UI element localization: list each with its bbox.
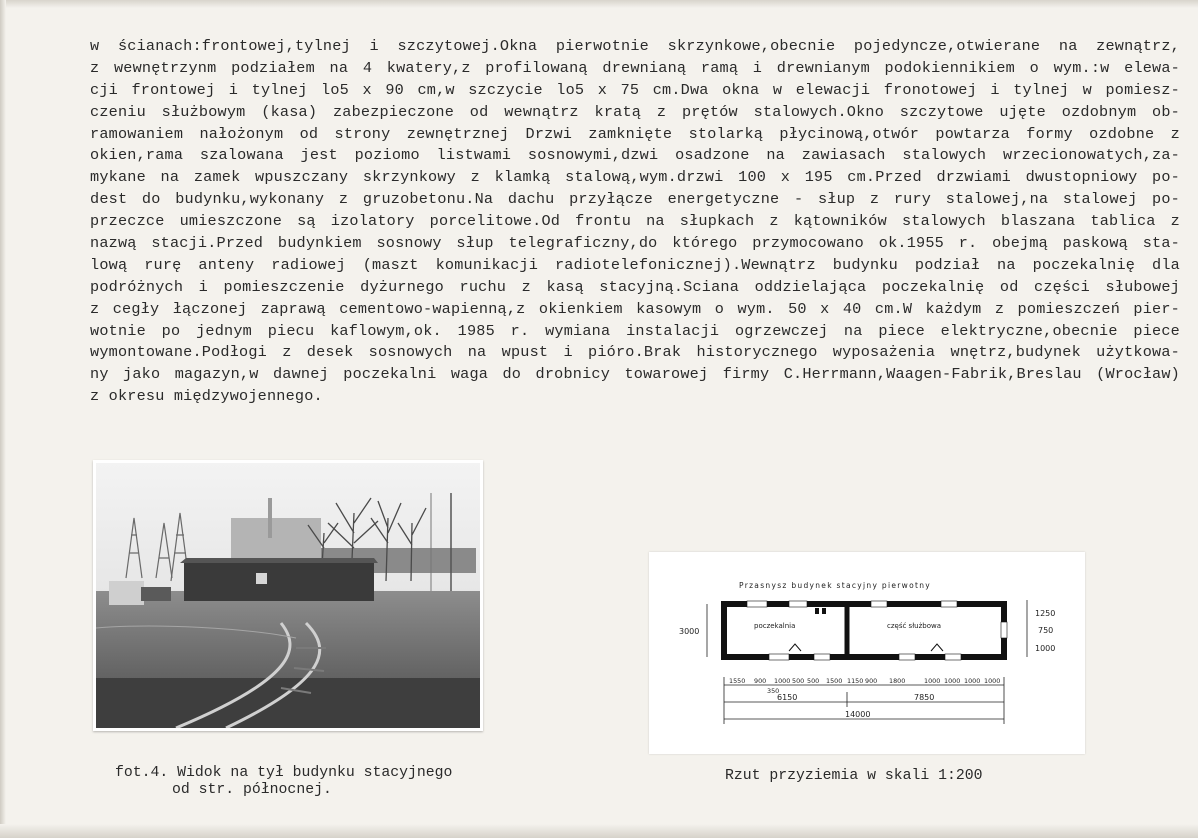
paper-edge-bottom: [0, 824, 1198, 838]
text-line: lową rurę anteny radiowej (maszt komunikacji radiotelefonicznej).Wewnątrz budynku podział na poczekalnię dla: [90, 255, 1180, 274]
dim-segment: 1150: [847, 677, 864, 685]
photo-caption-line: od str. północnej.: [172, 782, 332, 798]
text-line: w ścianach:frontowej,tylnej i szczytowej.Okna pierwotnie skrzynkowe,obecnie pojedyncze,otwierane na zewnątrz,: [90, 37, 1180, 55]
dim-total: 14000: [845, 710, 871, 719]
dim-segment: 1800: [889, 677, 906, 685]
dim-height: 3000: [679, 627, 700, 636]
body-text: [90, 36, 1180, 408]
room-label-waiting: poczekalnia: [754, 622, 796, 630]
plan-title: Przasnysz budynek stacyjny pierwotny: [739, 581, 932, 590]
text-line: dest do budynku,wykonany z gruzobetonu.Na dachu przyłącze energetyczne - słup z rury stalowej,na stalowej po-: [90, 190, 1180, 209]
text-line: ramowaniem nałożonym od strony zewnętrznej Drzwi zamknięte stolarką płycinową,otwór powtarza formy ozdobne z: [90, 124, 1180, 143]
dim-segment: 900: [754, 677, 767, 685]
dim-segment: 1000: [984, 677, 1001, 685]
floor-plan: [649, 552, 1085, 754]
dim-right: 750: [1038, 626, 1054, 635]
dim-segment: 1500: [826, 677, 843, 685]
text-line: cji frontowej i tylnej lo5 x 90 cm,w szczycie lo5 x 75 cm.Dwa okna w elewacji fronotowej i tylnej w pomiesz-: [90, 80, 1180, 99]
station-photo: [93, 460, 483, 731]
dim-right: 1250: [1035, 609, 1056, 618]
dim-part: 6150: [777, 693, 798, 702]
text-line: czeniu służbowym (kasa) zabezpieczone od wewnątrz kratą z prętów stalowych.Okno szczytowe ujęte ozdobnym ob-: [90, 102, 1180, 121]
photo-caption-line: fot.4. Widok na tył budynku stacyjnego: [115, 765, 453, 781]
room-label-office: część służbowa: [887, 622, 942, 630]
dim-segment: 500: [792, 677, 805, 685]
text-line: z okresu międzywojennego.: [90, 387, 323, 406]
dim-part: 7850: [914, 693, 935, 702]
plan-caption: Rzut przyziemia w skali 1:200: [725, 768, 983, 784]
text-line: mykane na zamek wpuszczany skrzynkowy z klamką stalową,wym.drzwi 100 x 195 cm.Przed drzwiami dwustopniowy po-: [90, 168, 1180, 187]
dim-segment: 1000: [944, 677, 961, 685]
dim-right: 1000: [1035, 644, 1056, 653]
text-line: nazwą stacji.Przed budynkiem sosnowy słup telegraficzny,do którego przymocowano ok.1955 r. obejmą paskową sta-: [90, 234, 1180, 253]
text-line: z wewnętrzynm podziałem na 4 kwatery,z profilowaną drewnianą ramą i drewnianym podokiennikiem o wym.:w elewa-: [90, 58, 1180, 77]
dim-segment: 500: [807, 677, 820, 685]
dim-segment: 1000: [964, 677, 981, 685]
floor-plan-drawing: [649, 552, 1085, 754]
text-line: z cegły łączonej zaprawą cementowo-wapienną,z okienkiem kasowym o wym. 50 x 40 cm.W każdym z pomieszczeń pier-: [90, 299, 1180, 318]
photo-caption: [115, 765, 452, 799]
photo-image: [96, 463, 480, 728]
paper-edge-top: [0, 0, 1198, 8]
text-line: przeczce umieszczone są izolatory porcelitowe.Od frontu na słupkach z kątowników stalowych blaszana tablica z: [90, 212, 1180, 231]
text-line: okien,rama szalowana jest poziomo listwami sosnowymi,dzwi osadzone na zawiasach stalowych wrzecionowatych,za-: [90, 146, 1180, 165]
dim-segment: 900: [865, 677, 878, 685]
text-line: podróżnych i pomieszczenie dyżurnego ruchu z kasą stacyjną.Sciana oddzielająca poczekalnię od części słubowej: [90, 277, 1180, 296]
text-line: ny jako magazyn,w dawnej poczekalni waga do drobnicy towarowej firmy C.Herrmann,Waagen-Fabrik,Breslau (Wrocław): [90, 365, 1180, 384]
text-line: wotnie po jednym piecu kaflowym,ok. 1985 r. wymiana instalacji ogrzewczej na piece elektryczne,obecnie piece: [90, 321, 1180, 340]
dim-segment: 1000: [774, 677, 791, 685]
dim-segment: 350: [767, 687, 780, 695]
dim-segment: 1000: [924, 677, 941, 685]
dim-segment: 1550: [729, 677, 746, 685]
text-line: wymontowane.Podłogi z desek sosnowych na wpust i pióro.Brak historycznego wyposażenia wnętrz,budynek użytkowa-: [90, 343, 1180, 362]
paper-edge-left: [0, 0, 6, 838]
